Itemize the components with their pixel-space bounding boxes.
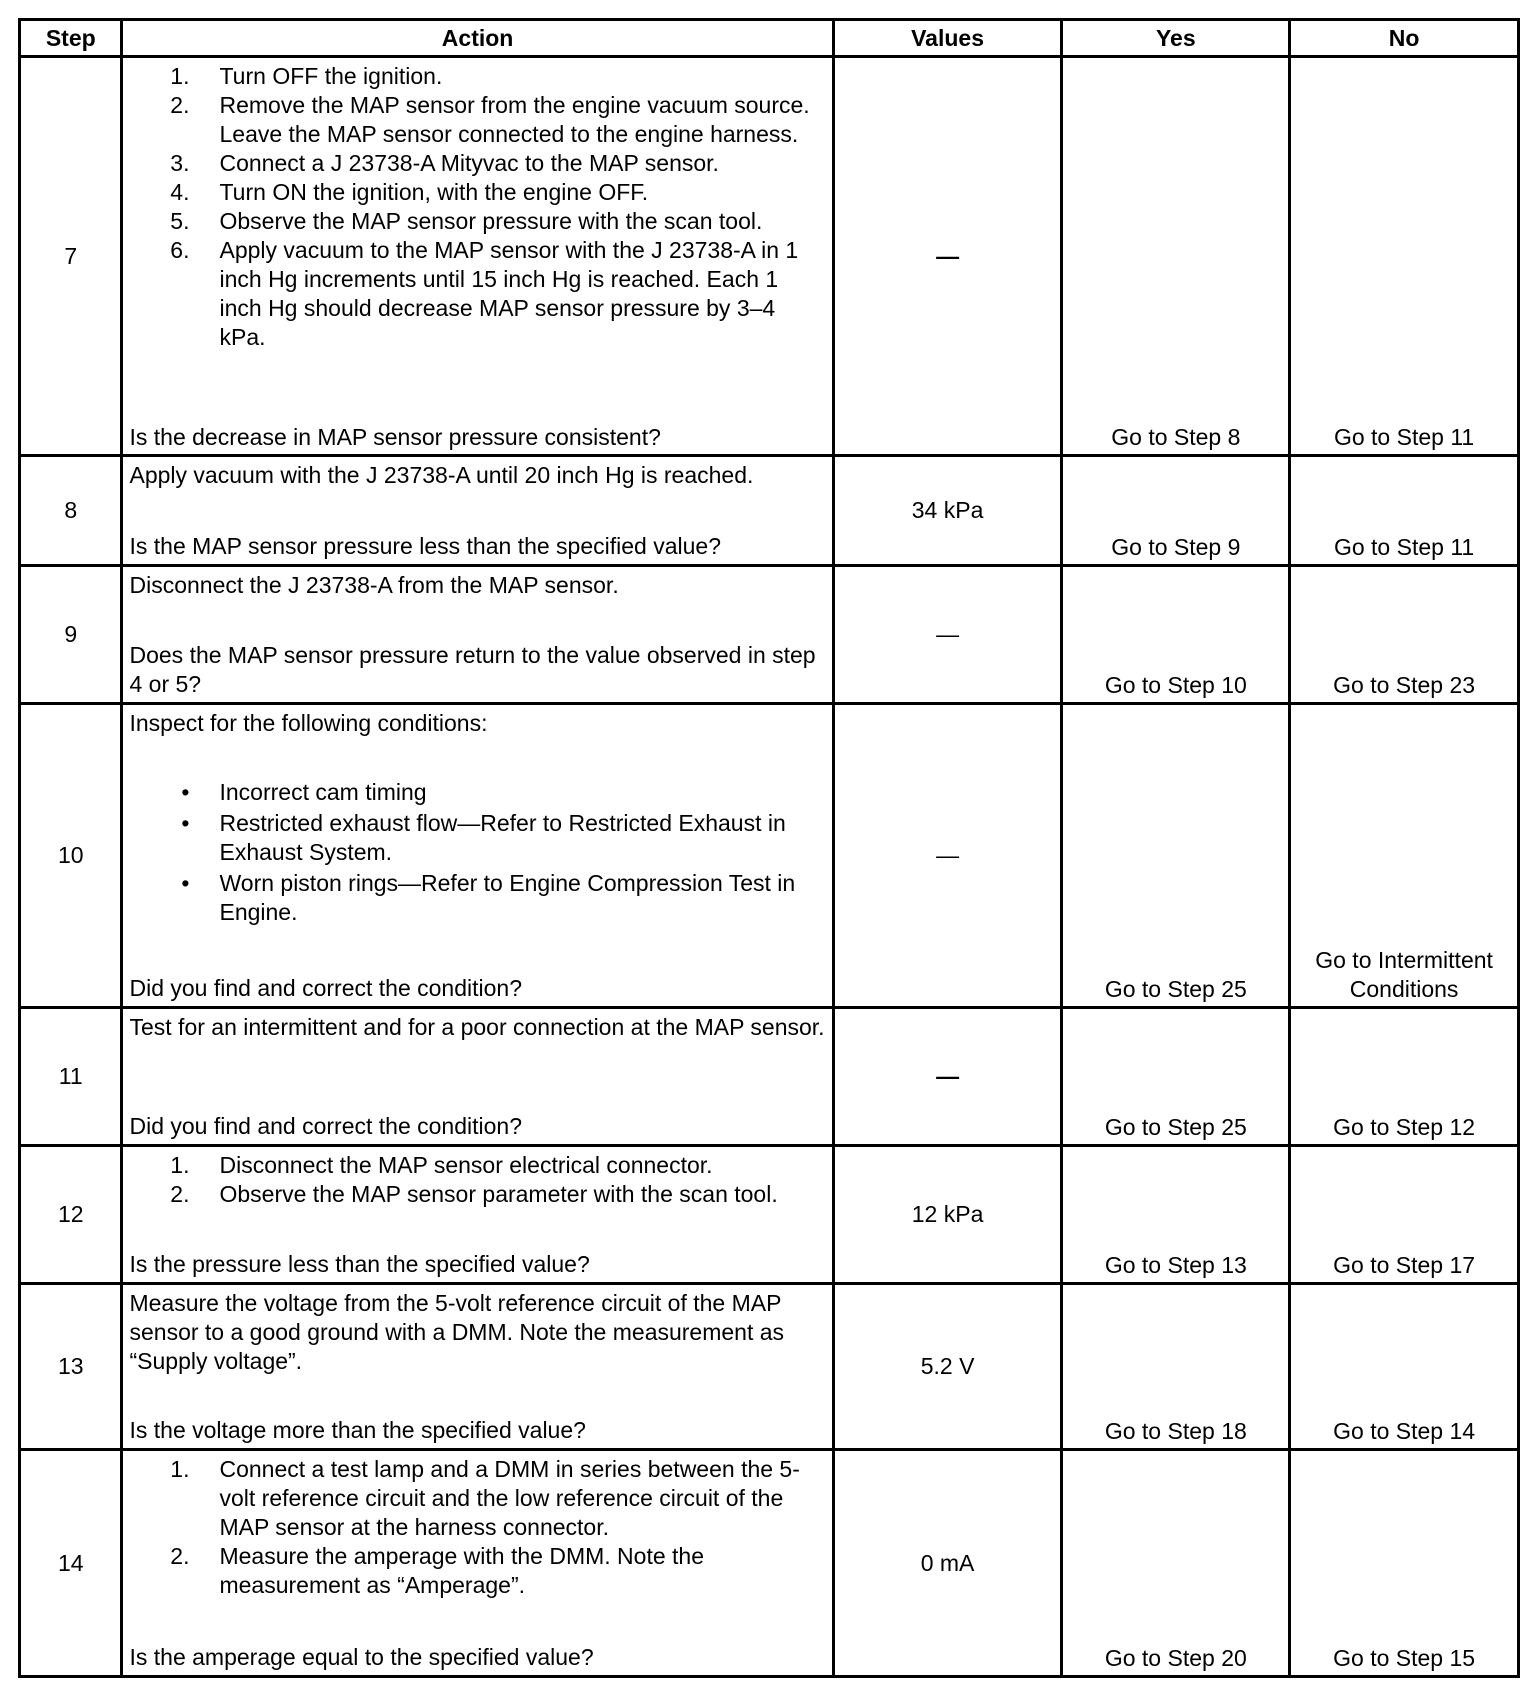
value-cell: — (833, 704, 1062, 1008)
action-question: Is the MAP sensor pressure less than the specified value? (129, 533, 721, 559)
list-item: • Incorrect cam timing (181, 779, 427, 805)
condition-bullets (129, 778, 825, 927)
action-question: Is the amperage equal to the specified value? (129, 1644, 594, 1670)
yes-cell: Go to Step 10 (1062, 566, 1290, 704)
header-values: Values (833, 20, 1062, 57)
step-number: 7 (20, 57, 122, 456)
step-number: 11 (20, 1008, 122, 1146)
list-item: 3. Connect a J 23738-A Mityvac to the MAP sensor. (170, 150, 719, 176)
yes-cell: Go to Step 18 (1062, 1284, 1290, 1450)
action-intro: Inspect for the following conditions: (129, 710, 488, 736)
step-number: 10 (20, 704, 122, 1008)
numbered-steps (129, 1151, 825, 1209)
table-row (20, 1284, 1519, 1450)
value-cell: 5.2 V (833, 1284, 1062, 1450)
list-item: • Worn piston rings—Refer to Engine Compression Test in Engine. (181, 870, 796, 925)
no-cell: Go to Step 11 (1290, 57, 1519, 456)
numbered-steps (129, 1455, 825, 1600)
yes-cell: Go to Step 25 (1062, 1008, 1290, 1146)
no-cell: Go to Step 17 (1290, 1146, 1519, 1284)
table-row (20, 456, 1519, 566)
list-item: 5. Observe the MAP sensor pressure with the scan tool. (170, 208, 763, 234)
step-number: 12 (20, 1146, 122, 1284)
action-cell (122, 1284, 833, 1450)
yes-cell: Go to Step 13 (1062, 1146, 1290, 1284)
action-question: Is the decrease in MAP sensor pressure consistent? (129, 424, 661, 450)
list-item: 4. Turn ON the ignition, with the engine OFF. (170, 179, 649, 205)
list-item: 2. Measure the amperage with the DMM. Note the measurement as “Amperage”. (170, 1543, 704, 1598)
value-cell: 12 kPa (833, 1146, 1062, 1284)
action-cell (122, 1450, 833, 1677)
no-cell: Go to Step 11 (1290, 456, 1519, 566)
table-row (20, 704, 1519, 1008)
action-cell (122, 57, 833, 456)
value-cell: — (833, 57, 1062, 456)
action-question: Did you find and correct the condition? (129, 1113, 523, 1139)
header-action: Action (122, 20, 833, 57)
step-number: 8 (20, 456, 122, 566)
action-cell (122, 704, 833, 1008)
action-question: Does the MAP sensor pressure return to the value observed in step 4 or 5? (129, 642, 816, 697)
table-row (20, 1008, 1519, 1146)
action-question: Is the pressure less than the specified value? (129, 1251, 590, 1277)
numbered-steps (129, 62, 825, 352)
no-cell: Go to Step 12 (1290, 1008, 1519, 1146)
action-question: Is the voltage more than the specified value? (129, 1417, 586, 1443)
value-cell: — (833, 566, 1062, 704)
list-item: 1. Disconnect the MAP sensor electrical connector. (170, 1152, 713, 1178)
header-no: No (1290, 20, 1519, 57)
list-item: 1. Turn OFF the ignition. (170, 63, 443, 89)
action-cell (122, 456, 833, 566)
list-item: 2. Remove the MAP sensor from the engine vacuum source. Leave the MAP sensor connected to the engine harness. (170, 92, 810, 147)
step-number: 14 (20, 1450, 122, 1677)
yes-cell: Go to Step 25 (1062, 704, 1290, 1008)
yes-cell: Go to Step 8 (1062, 57, 1290, 456)
action-cell (122, 566, 833, 704)
table-row (20, 1146, 1519, 1284)
action-intro: Disconnect the J 23738-A from the MAP sensor. (129, 572, 619, 598)
header-step: Step (20, 20, 122, 57)
action-question: Did you find and correct the condition? (129, 975, 523, 1001)
action-intro: Test for an intermittent and for a poor connection at the MAP sensor. (129, 1014, 825, 1040)
table-row (20, 57, 1519, 456)
table-row (20, 1450, 1519, 1677)
list-item: 2. Observe the MAP sensor parameter with the scan tool. (170, 1181, 778, 1207)
step-number: 13 (20, 1284, 122, 1450)
header-row (20, 20, 1519, 57)
header-yes: Yes (1062, 20, 1290, 57)
yes-cell: Go to Step 9 (1062, 456, 1290, 566)
action-intro: Measure the voltage from the 5-volt reference circuit of the MAP sensor to a good ground with a DMM. Note the measurement as “Supply voltage”. (129, 1290, 785, 1374)
diagnostic-table (18, 18, 1520, 1678)
no-cell: Go to Step 14 (1290, 1284, 1519, 1450)
list-item: 6. Apply vacuum to the MAP sensor with the J 23738-A in 1 inch Hg increments until 15 inch Hg is reached. Each 1 inch Hg should decrease MAP sensor pressure by 3–4 kPa. (170, 237, 799, 350)
list-item: 1. Connect a test lamp and a DMM in series between the 5-volt reference circuit and the low reference circuit of the MAP sensor at the harness connector. (170, 1456, 800, 1540)
action-cell (122, 1146, 833, 1284)
table-row (20, 566, 1519, 704)
action-cell (122, 1008, 833, 1146)
no-cell: Go to Step 23 (1290, 566, 1519, 704)
step-number: 9 (20, 566, 122, 704)
value-cell: 34 kPa (833, 456, 1062, 566)
no-cell: Go to Step 15 (1290, 1450, 1519, 1677)
list-item: • Restricted exhaust flow—Refer to Restricted Exhaust in Exhaust System. (181, 810, 786, 865)
yes-cell: Go to Step 20 (1062, 1450, 1290, 1677)
action-intro: Apply vacuum with the J 23738-A until 20 inch Hg is reached. (129, 462, 754, 488)
value-cell: 0 mA (833, 1450, 1062, 1677)
no-cell: Go to Intermittent Conditions (1290, 704, 1519, 1008)
value-cell: — (833, 1008, 1062, 1146)
